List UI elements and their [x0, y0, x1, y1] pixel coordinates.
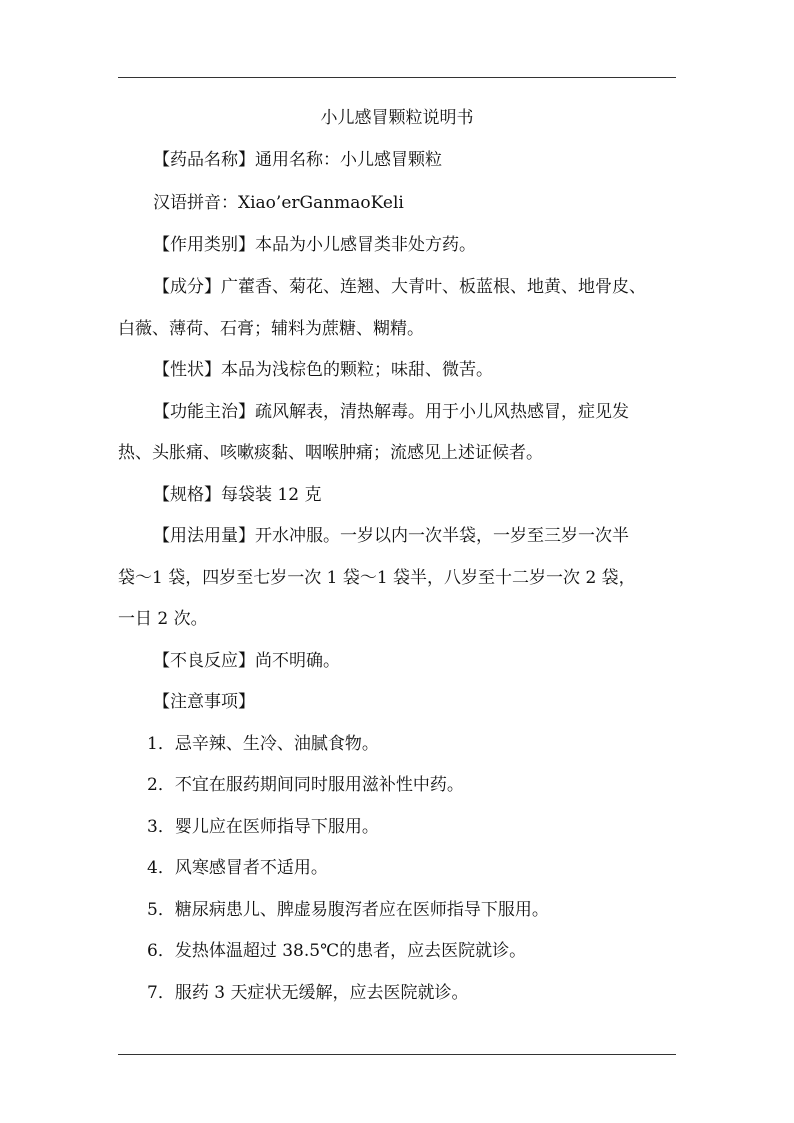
precaution-item: 7．服药 3 天症状无缓解，应去医院就诊。 — [147, 983, 469, 1003]
category-line: 【作用类别】本品为小儿感冒类非处方药。 — [153, 235, 476, 255]
specification-line: 【规格】每袋装 12 克 — [153, 485, 322, 505]
precaution-item: 2．不宜在服药期间同时服用滋补性中药。 — [147, 775, 464, 795]
precaution-item: 1．忌辛辣、生冷、油腻食物。 — [147, 734, 379, 754]
dosage-line-1: 【用法用量】开水冲服。一岁以内一次半袋，一岁至三岁一次半 — [153, 526, 629, 546]
drug-name-line: 【药品名称】通用名称：小儿感冒颗粒 — [153, 150, 442, 170]
pinyin-line: 汉语拼音：Xiao’erGanmaoKeli — [153, 193, 404, 213]
precaution-item: 6．发热体温超过 38.5℃的患者，应去医院就诊。 — [147, 941, 527, 961]
precaution-item: 5．糖尿病患儿、脾虚易腹泻者应在医师指导下服用。 — [147, 900, 549, 920]
precaution-item: 3．婴儿应在医师指导下服用。 — [147, 817, 379, 837]
document-title: 小儿感冒颗粒说明书 — [320, 108, 474, 128]
dosage-line-2: 袋～1 袋，四岁至七岁一次 1 袋～1 袋半，八岁至十二岁一次 2 袋， — [118, 568, 636, 588]
ingredients-line-1: 【成分】广藿香、菊花、连翘、大青叶、板蓝根、地黄、地骨皮、 — [153, 277, 646, 297]
adverse-reactions-line: 【不良反应】尚不明确。 — [153, 651, 340, 671]
precaution-item: 4．风寒感冒者不适用。 — [147, 858, 328, 878]
indications-line-2: 热、头胀痛、咳嗽痰黏、咽喉肿痛；流感见上述证候者。 — [118, 443, 543, 463]
ingredients-line-2: 白薇、薄荷、石膏；辅料为蔗糖、糊精。 — [118, 319, 424, 339]
precautions-heading: 【注意事项】 — [153, 692, 255, 712]
header-rule — [118, 77, 676, 78]
footer-rule — [118, 1054, 676, 1055]
dosage-line-3: 一日 2 次。 — [118, 609, 208, 629]
appearance-line: 【性状】本品为浅棕色的颗粒；味甜、微苦。 — [153, 360, 493, 380]
indications-line-1: 【功能主治】疏风解表，清热解毒。用于小儿风热感冒，症见发 — [153, 402, 629, 422]
